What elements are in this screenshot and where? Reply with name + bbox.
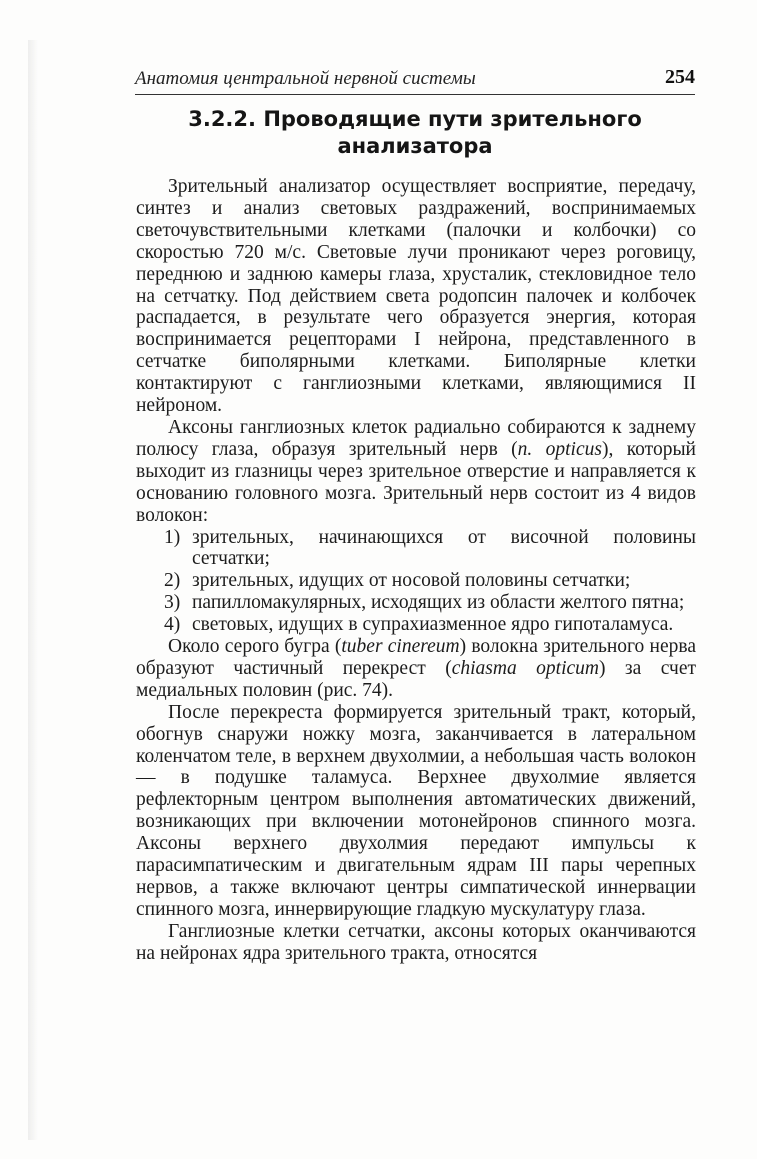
fiber-types-list: [136, 527, 696, 637]
list-item: [136, 527, 696, 571]
paragraph-5: Ганглиозные клетки сетчатки, аксоны которых оканчиваются на нейронах ядра зрительного тракта, относятся: [136, 920, 696, 964]
list-item: [136, 592, 696, 614]
section-title-line-1: 3.2.2. Проводящие пути зрительного: [188, 107, 642, 131]
paragraph-3-text-c: ) за счет медиальных половин (рис. 74).: [136, 657, 696, 701]
paragraph-2: [136, 417, 696, 527]
paragraph-3: [136, 636, 696, 702]
section-title: [150, 106, 680, 160]
list-item-text: зрительных, идущих от носовой половины сетчатки;: [192, 570, 631, 592]
paragraph-3-text-b: ) волокна зрительного нерва образуют частичный перекрест (: [136, 636, 696, 679]
latin-term-n-opticus: n. opticus: [517, 438, 602, 460]
paragraph-3-text-a: Около серого бугра (: [168, 636, 342, 658]
paragraph-4: После перекреста формируется зрительный тракт, который, обогнув снаружи ножку мозга, заканчивается в латеральном коленчатом теле, в верхнем двухолмии, а небольшая часть волокон — в подушке таламуса. Верхнее двухолмие является рефлекторным центром выполнения автоматических движений, возникающих при включении мотонейронов спинного мозга. Аксоны верхнего двухолмия передают импульсы к парасимпатическим и двигательным ядрам III пары черепных нервов, а также включают центры симпатической иннервации спинного мозга, иннервирующие гладкую мускулатуру глаза.: [136, 701, 696, 920]
body-text: [136, 176, 696, 965]
latin-term-tuber-cinereum: tuber cinereum: [341, 636, 460, 658]
list-number: 4): [164, 614, 181, 636]
list-item: [136, 570, 696, 592]
list-number: 2): [164, 570, 181, 592]
running-title: Анатомия центральной нервной системы: [135, 68, 476, 89]
latin-term-chiasma-opticum: chiasma opticum: [451, 657, 599, 679]
list-number: 3): [164, 592, 181, 614]
running-header: [135, 64, 695, 94]
section-title-line-2: анализатора: [337, 134, 493, 158]
paragraph-2-text-a: Аксоны ганглиозных клеток радиально собираются к заднему полюсу глаза, образуя зрительный нерв (: [136, 416, 696, 460]
header-rule: [135, 94, 695, 95]
list-item-text: папилломакулярных, исходящих из области желтого пятна;: [192, 592, 685, 614]
list-number: 1): [164, 526, 181, 548]
list-item-text: световых, идущих в супрахиазменное ядро гипоталамуса.: [192, 614, 674, 636]
paragraph-2-text-b: ), который выходит из глазницы через зрительное отверстие и направляется к основанию головного мозга. Зрительный нерв состоит из 4 видов волокон:: [136, 438, 696, 526]
list-item-text: зрительных, начинающихся от височной половины сетчатки;: [192, 526, 696, 570]
page-number: 254: [665, 66, 695, 88]
list-item: [136, 614, 696, 636]
binding-shadow: [28, 40, 38, 1140]
paragraph-1: Зрительный анализатор осуществляет восприятие, передачу, синтез и анализ световых раздражений, воспринимаемых светочувствительными клетками (палочки и колбочки) со скоростью 720 м/с. Световые лучи проникают через роговицу, переднюю и заднюю камеры глаза, хрусталик, стекловидное тело на сетчатку. Под действием света родопсин палочек и колбочек распадается, в результате чего образуется энергия, которая воспринимается рецепторами I нейрона, представленного в сетчатке биполярными клетками. Биполярные клетки контактируют с ганглиозными клетками, являющимися II нейроном.: [136, 176, 696, 417]
